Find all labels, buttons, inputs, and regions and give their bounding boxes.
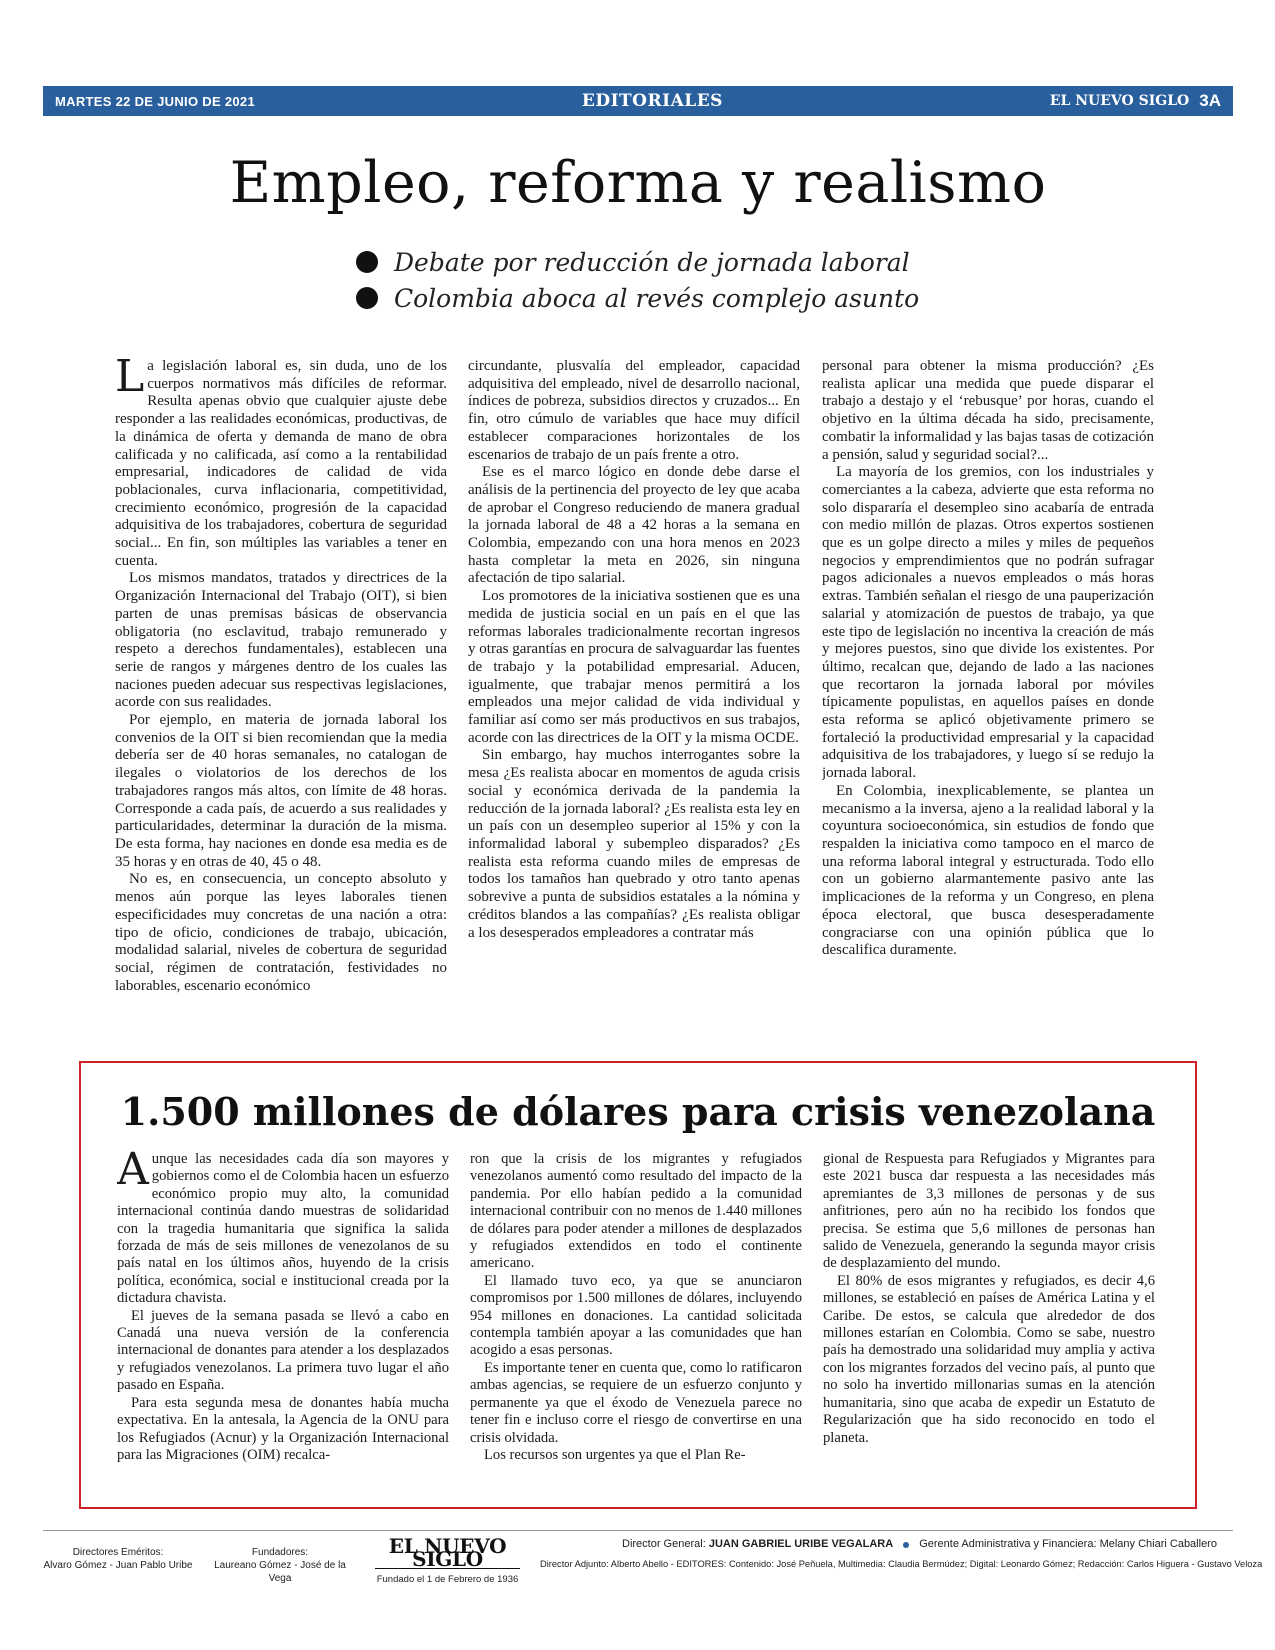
main-column-2 [468,358,800,1058]
paragraph: gional de Respuesta para Refugiados y Migrantes para este 2021 busca dar respuesta a las necesidades más apremiantes de 3,3 millones de personas y de sus anfitriones, pero aún no ha recibido los fondos que precisa. Se estima que 5,6 millones de personas han salido de Venezuela, generando la segunda mayor crisis de desplazamiento del mundo. [823,1151,1155,1272]
page-number: 3A [1199,91,1221,110]
paragraph: Para esta segunda mesa de donantes había mucha expectativa. En la antesala, la Agencia de la ONU para los Refugiados (Acnur) y la Organización Internacional para las Migraciones (OIM) recalca- [117,1394,449,1463]
director-row [540,1538,1233,1551]
page-header-bar [43,86,1233,116]
main-column-3 [822,358,1154,1058]
separator-dot-icon [903,1542,909,1548]
paragraph: El 80% de esos migrantes y refugiados, es decir 4,6 millones, se estableció en países de América Latina y el Caribe. De estos, se calcula que alrededor de dos millones estarían en Colombia. Como se sabe, nuestro país ha demostrado una solidaridad muy amplia y activa con los migrantes forzados del vecino país, al punto que no solo ha invertido millonarias sumas en la atención humanitaria, sino que acaba de expedir un Estatuto de Regularización que ha sido reconocido en todo el planeta. [823,1272,1155,1446]
box-column-2 [470,1151,802,1496]
drop-cap: A [117,1151,149,1195]
paragraph: En Colombia, inexplicablemente, se plantea un mecanismo a la inversa, ajeno a la realidad laboral y la coyuntura socioeconómica, sin estudios de fondo que respalden la iniciativa como tampoco en el marco de una reforma laboral integral y estructurada. Todo ello con un gobierno alarmantemente pasivo ante las implicaciones de la reforma y un Congreso, en plena época electoral, que busca desesperadamente congraciarse con una opinión pública que lo descalifica duramente. [822,782,1154,959]
subhead-text: Debate por reducción de jornada laboral [394,247,910,277]
subhead-1 [356,244,1056,280]
paragraph: No es, en consecuencia, un concepto absoluto y menos aún porque las leyes laborales tienen especificidades muy concretas de una nación a otra: tipo de oficio, condiciones de trabajo, ubicación, modalidad salarial, niveles de cobertura de seguridad social, régimen de contratación, festividades no laborables, escenario económico [115,871,447,994]
paragraph: La legislación laboral es, sin duda, uno de los cuerpos normativos más difíciles de reformar. Resulta apenas obvio que cualquier ajuste debe responder a las realidades económicas, productivas, de la dinámica de oferta y demanda de mano de obra calificada y no calificada, así como a la rentabilidad empresarial, indicadores de calidad de vida poblacionales, curva inflacionaria, competitividad, crecimiento económico, progresión de la capacidad adquisitiva de los trabajadores, cobertura de seguridad social... En fin, son múltiples las variables a tener en cuenta. [115,358,447,569]
paragraph: personal para obtener la misma producción? ¿Es realista aplicar una medida que puede disparar el trabajo a destajo y el ‘rebusque’ por horas, cuando el objetivo en la última década ha sido, precisamente, combatir la informalidad y las bajas tasas de cotización a pensión, salud y seguridad social?... [822,358,1154,463]
paragraph: Los recursos son urgentes ya que el Plan Re- [484,1446,746,1463]
subheads [356,244,1056,316]
founded-date: Fundado el 1 de Febrero de 1936 [376,1574,519,1585]
paragraph: Sin embargo, hay muchos interrogantes sobre la mesa ¿Es realista abocar en momentos de aguda crisis social y económica derivada de la pandemia la reducción de la jornada laboral? ¿Es realista esta ley en un país con un desempleo superior al 15% y con la informalidad laboral y subempleo disparados? ¿Es realista esta reforma cuando miles de empresas de todos los tamaños han quebrado y otro tanto apenas sobrevive a punta de subsidios estatales a la nómina y créditos blandos a las compañías? ¿Es realista obligar a los desesperados empleadores a contratar más [468,747,800,941]
footer-divider [43,1530,1233,1531]
paragraph: Los promotores de la iniciativa sostienen que es una medida de justicia social en un país en el que las reformas laborales tradicionalmente recortan ingresos y otras garantías en procura de salvaguardar las fuentes de trabajo y la potabilidad empresarial. Aducen, igualmente, que trabajar menos permitirá a los empleados una mejor calidad de vida individual y familiar así como ser más productivos en sus trabajos, acorde con las directrices de la OIT y la misma OCDE. [468,588,800,746]
box-column-3 [823,1151,1155,1496]
paragraph: circundante, plusvalía del empleador, capacidad adquisitiva del empleado, nivel de desarrollo nacional, índices de pobreza, subsidios directos y cruzados... En fin, otro cúmulo de variables que hace muy difícil establecer comparaciones horizontales de los escenarios de trabajo de un país frente a otro. [468,358,800,463]
directores-emeritos [43,1546,193,1572]
main-column-1 [115,358,447,1058]
drop-cap: L [115,358,145,402]
emeritos-label: Directores Eméritos: [72,1547,164,1558]
footer-logo-block [375,1534,520,1586]
fundadores [205,1546,355,1585]
paragraph: El llamado tuvo eco, ya que se anunciaron compromisos por 1.500 millones de dólares, incluyendo 954 millones en donaciones. La cantidad solicitada contempla también apoyar a las comunidades que han acogido a esas personas. [470,1272,802,1359]
main-headline: Empleo, reforma y realismo [229,150,1047,216]
bullet-icon [356,251,378,273]
masthead-brand: EL NUEVO SIGLO [1049,93,1190,109]
gerente-credit: Gerente Administrativa y Financiera: Melany Chiari Caballero [919,1538,1217,1550]
issue-date: MARTES 22 DE JUNIO DE 2021 [55,93,255,109]
subhead-2 [356,280,1056,316]
paragraph: ron que la crisis de los migrantes y refugiados venezolanos aumentó como resultado del impacto de la pandemia. Por ello habían pedido a la comunidad internacional contribuir con no menos de 1.440 millones de dólares para poder atender a millones de desplazados y refugiados extendidos en todo el continente americano. [470,1151,802,1272]
staff-credits [540,1538,1263,1571]
footer-logo: EL NUEVO SIGLO [375,1540,520,1569]
paragraph: Aunque las necesidades cada día son mayores y gobiernos como el de Colombia hacen un esfuerzo económico propio muy alto, la comunidad internacional continúa dando muestras de solidaridad con la tragedia humanitaria que significa la salida forzada de más de seis millones de venezolanos de su país natal en los últimos años, huyendo de la crisis política, económica, social e institucional creada por la dictadura chavista. [117,1151,449,1307]
box-column-1 [117,1151,449,1496]
secondary-editorial-box [79,1061,1197,1509]
subhead-text: Colombia aboca al revés complejo asunto [394,283,920,313]
paragraph: Es importante tener en cuenta que, como lo ratificaron ambas agencias, se requiere de un esfuerzo conjunto y permanente ya que el éxodo de Venezuela parece no tener fin e incluso corre el riesgo de convertirse en una crisis olvidada. [470,1359,802,1446]
section-name: EDITORIALES [581,91,723,111]
paragraph: Por ejemplo, en materia de jornada laboral los convenios de la OIT si bien recomiendan que la media debería ser de 40 horas semanales, no catalogan de ilegales o violatorios de los derechos de los trabajadores rangos más altos, con límite de 48 horas. Corresponde a cada país, de acuerdo a sus realidades y particularidades, determinar la duración de la misma. De esta forma, hay naciones en donde esa media es de 35 horas y en otras de 40, 45 o 48. [115,712,447,870]
bullet-icon [356,287,378,309]
paragraph: Los mismos mandatos, tratados y directrices de la Organización Internacional del Trabajo (OIT), si bien parten de unas premisas básicas de observancia obligatoria (no esclavitud, trabajo remunerado y respeto a derechos fundamentales), establecen una serie de rangos y márgenes dentro de los cuales las naciones pueden adecuar sus respectivas legislaciones, acorde con sus realidades. [115,570,447,711]
fundadores-names: Laureano Gómez - José de la Vega [214,1560,346,1584]
editors-row: Director Adjunto: Alberto Abello - EDITORES: Contenido: José Peñuela, Multimedia: Claudia Bermúdez; Digital: Leonardo Gómez; Redacción: Carlos Higuera - Gustavo Veloza [540,1559,1263,1569]
fundadores-label: Fundadores: [251,1547,309,1558]
paragraph: Ese es el marco lógico en donde debe darse el análisis de la pertinencia del proyecto de ley que acaba de aprobar el Congreso reduciendo de manera gradual la jornada laboral de 48 a 42 horas a la semana en Colombia, empezando con una hora menos en 2023 hasta completar la meta en 2026, sin ninguna afectación de tipo salarial. [468,464,800,587]
paragraph: La mayoría de los gremios, con los industriales y comerciantes a la cabeza, advierte que esta reforma no solo dispararía el desempleo sino acabaría de entrada con medio millón de plazas. Otros expertos sostienen que es un golpe directo a miles y miles de pequeños negocios y emprendimientos que no podrán sufragar pagos adicionales a nuevos empleados o más horas extras. También señalan el riesgo de una pauperización salarial y atomización de puestos de trabajo, ya que este tipo de legislación no incentiva la creación de más y mejores puestos, sino que divide los existentes. Por último, recalcan que, dejando de lado a las naciones que recortaron la jornada laboral por móviles típicamente populistas, en aquellos países en donde esta reforma se aplicó objetivamente primero se fortaleció la productividad empresarial y la capacidad adquisitiva de los trabajadores, y luego sí se redujo la jornada laboral. [822,464,1154,782]
director-credit: Director General: JUAN GABRIEL URIBE VEGALARA [622,1538,894,1550]
header-right [1050,91,1221,111]
secondary-headline: 1.500 millones de dólares para crisis venezolana [120,1089,1156,1134]
paragraph: El jueves de la semana pasada se llevó a cabo en Canadá una nueva versión de la conferencia internacional de donantes para atender a los desplazados y refugiados venezolanos. La primera tuvo lugar el año pasado en España. [117,1307,449,1394]
emeritos-names: Alvaro Gómez - Juan Pablo Uribe [43,1560,193,1571]
